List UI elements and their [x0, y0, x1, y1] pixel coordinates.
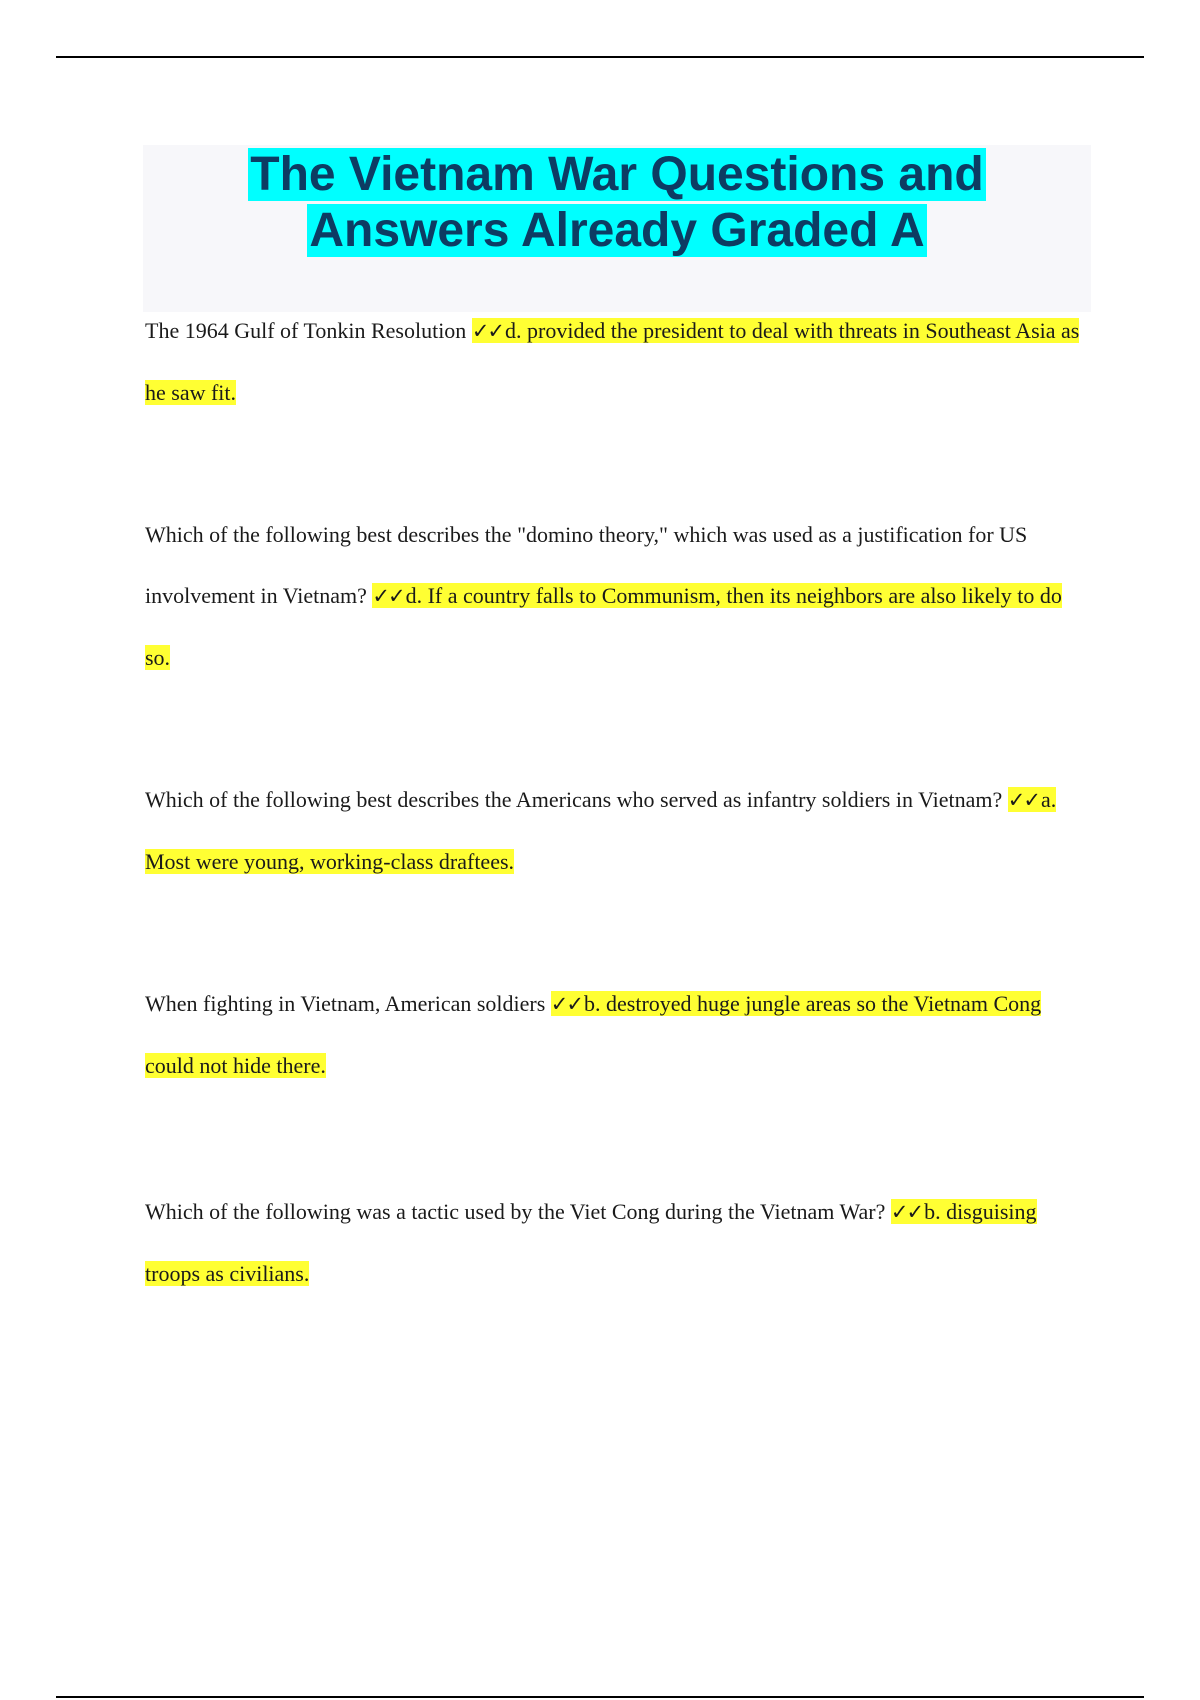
double-check-icon: ✓✓	[471, 319, 504, 343]
qa-item-1	[145, 300, 1085, 423]
question-text: Which of the following was a tactic used by the Viet Cong during the Vietnam War?	[145, 1199, 891, 1224]
question-text: When fighting in Vietnam, American soldiers	[145, 991, 551, 1016]
answer-text: d. If a country falls to Communism, then its neighbors are also likely to do so.	[145, 583, 1062, 670]
qa-item-4	[145, 973, 1085, 1096]
title-line-1: The Vietnam War Questions and	[250, 148, 984, 201]
qa-item-5	[145, 1181, 1085, 1304]
document-title	[143, 145, 1091, 259]
double-check-icon: ✓✓	[890, 1200, 923, 1224]
double-check-icon: ✓✓	[372, 584, 404, 608]
double-check-icon: ✓✓	[550, 992, 582, 1016]
top-rule	[56, 56, 1144, 58]
question-text: The 1964 Gulf of Tonkin Resolution	[145, 318, 472, 343]
question-text: Which of the following best describes the Americans who served as infantry soldiers in Vietnam?	[145, 787, 1008, 812]
title-line-2: Answers Already Graded A	[309, 204, 925, 257]
question-text: Which of the following best describes the "domino theory," which was used as a justification for US involvement in Vietnam?	[145, 522, 1028, 608]
qa-item-3	[145, 769, 1085, 892]
title-block	[143, 145, 1091, 312]
answer-text: b. disguising troops as civilians.	[145, 1199, 1037, 1286]
double-check-icon: ✓✓	[1007, 788, 1039, 812]
answer-text: a. Most were young, working-class draftees.	[145, 787, 1057, 874]
qa-item-2	[145, 504, 1085, 688]
answer-text: d. provided the president to deal with threats in Southeast Asia as he saw fit.	[145, 318, 1080, 405]
answer-text: b. destroyed huge jungle areas so the Vietnam Cong could not hide there.	[145, 991, 1042, 1078]
bottom-rule	[56, 1696, 1144, 1698]
